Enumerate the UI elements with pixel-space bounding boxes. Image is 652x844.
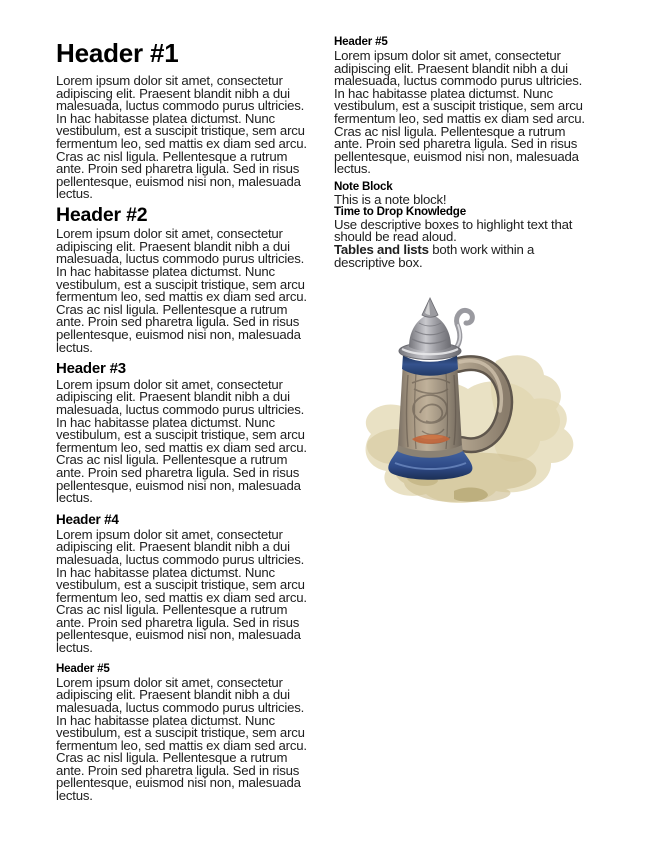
section-paragraph-6: Lorem ipsum dolor sit amet, consectetur adipiscing elit. Praesent blandit nibh a dui malesuada, luctus commodo purus ultricies. In hac habitasse platea dictumst. Nunc vestibulum, est a suscipit tristique, sem arcu fermentum leo, sed mattis ex diam sed arcu. Cras ac nisl ligula. Pellentesque a rutrum ante. Proin sed pharetra ligula. Sed in risus pellentesque, euismod nisi non, malesuada lectus. [334, 48, 585, 177]
section-paragraph-3: Lorem ipsum dolor sit amet, consectetur adipiscing elit. Praesent blandit nibh a dui malesuada, luctus commodo purus ultricies. In hac habitasse platea dictumst. Nunc vestibulum, est a suscipit tristique, sem arcu fermentum leo, sed mattis ex diam sed arcu. Cras ac nisl ligula. Pellentesque a rutrum ante. Proin sed pharetra ligula. Sed in risus pellentesque, euismod nisi non, malesuada lectus. [56, 376, 307, 506]
knowledge-block-label: Time to Drop Knowledge [334, 205, 466, 219]
section-header-2: Header #2 [56, 203, 148, 226]
knowledge-block-tables-line [334, 241, 595, 270]
lid-cone [409, 314, 451, 352]
section-header-5-right: Header #5 [334, 35, 388, 48]
section-header-5-left: Header #5 [56, 661, 110, 675]
beer-stein-svg [346, 291, 638, 513]
note-block-label: Note Block [334, 179, 393, 193]
right-column [334, 36, 595, 269]
tables-and-lists-bold: Tables and lists [334, 241, 429, 257]
section-paragraph-4: Lorem ipsum dolor sit amet, consectetur adipiscing elit. Praesent blandit nibh a dui malesuada, luctus commodo purus ultricies. In hac habitasse platea dictumst. Nunc vestibulum, est a suscipit tristique, sem arcu fermentum leo, sed mattis ex diam sed arcu. Cras ac nisl ligula. Pellentesque a rutrum ante. Proin sed pharetra ligula. Sed in risus pellentesque, euismod nisi non, malesuada lectus. [56, 526, 307, 656]
section-paragraph-2: Lorem ipsum dolor sit amet, consectetur adipiscing elit. Praesent blandit nibh a dui malesuada, luctus commodo purus ultricies. In hac habitasse platea dictumst. Nunc vestibulum, est a suscipit tristique, sem arcu fermentum leo, sed mattis ex diam sed arcu. Cras ac nisl ligula. Pellentesque a rutrum ante. Proin sed pharetra ligula. Sed in risus pellentesque, euismod nisi non, malesuada lectus. [56, 226, 307, 355]
section-header-3: Header #3 [56, 360, 126, 378]
tables-and-lists-rest: both work within a descriptive box. [334, 241, 535, 270]
section-header-4: Header #4 [56, 511, 119, 527]
section-paragraph-1: Lorem ipsum dolor sit amet, consectetur adipiscing elit. Praesent blandit nibh a dui malesuada, luctus commodo purus ultricies. In hac habitasse platea dictumst. Nunc vestibulum, est a suscipit tristique, sem arcu fermentum leo, sed mattis ex diam sed arcu. Cras ac nisl ligula. Pellentesque a rutrum ante. Proin sed pharetra ligula. Sed in risus pellentesque, euismod nisi non, malesuada lectus. [56, 73, 307, 202]
note-block-text: This is a note block! [334, 191, 447, 207]
left-column [56, 40, 310, 803]
lid-finial [422, 298, 438, 317]
section-paragraph-5: Lorem ipsum dolor sit amet, consectetur adipiscing elit. Praesent blandit nibh a dui malesuada, luctus commodo purus ultricies. In hac habitasse platea dictumst. Nunc vestibulum, est a suscipit tristique, sem arcu fermentum leo, sed mattis ex diam sed arcu. Cras ac nisl ligula. Pellentesque a rutrum ante. Proin sed pharetra ligula. Sed in risus pellentesque, euismod nisi non, malesuada lectus. [56, 674, 307, 804]
watercolor-beer-stein-illustration [346, 291, 638, 513]
section-header-1: Header #1 [56, 38, 179, 68]
knowledge-block-text: Use descriptive boxes to highlight text that should be read aloud. [334, 216, 573, 245]
